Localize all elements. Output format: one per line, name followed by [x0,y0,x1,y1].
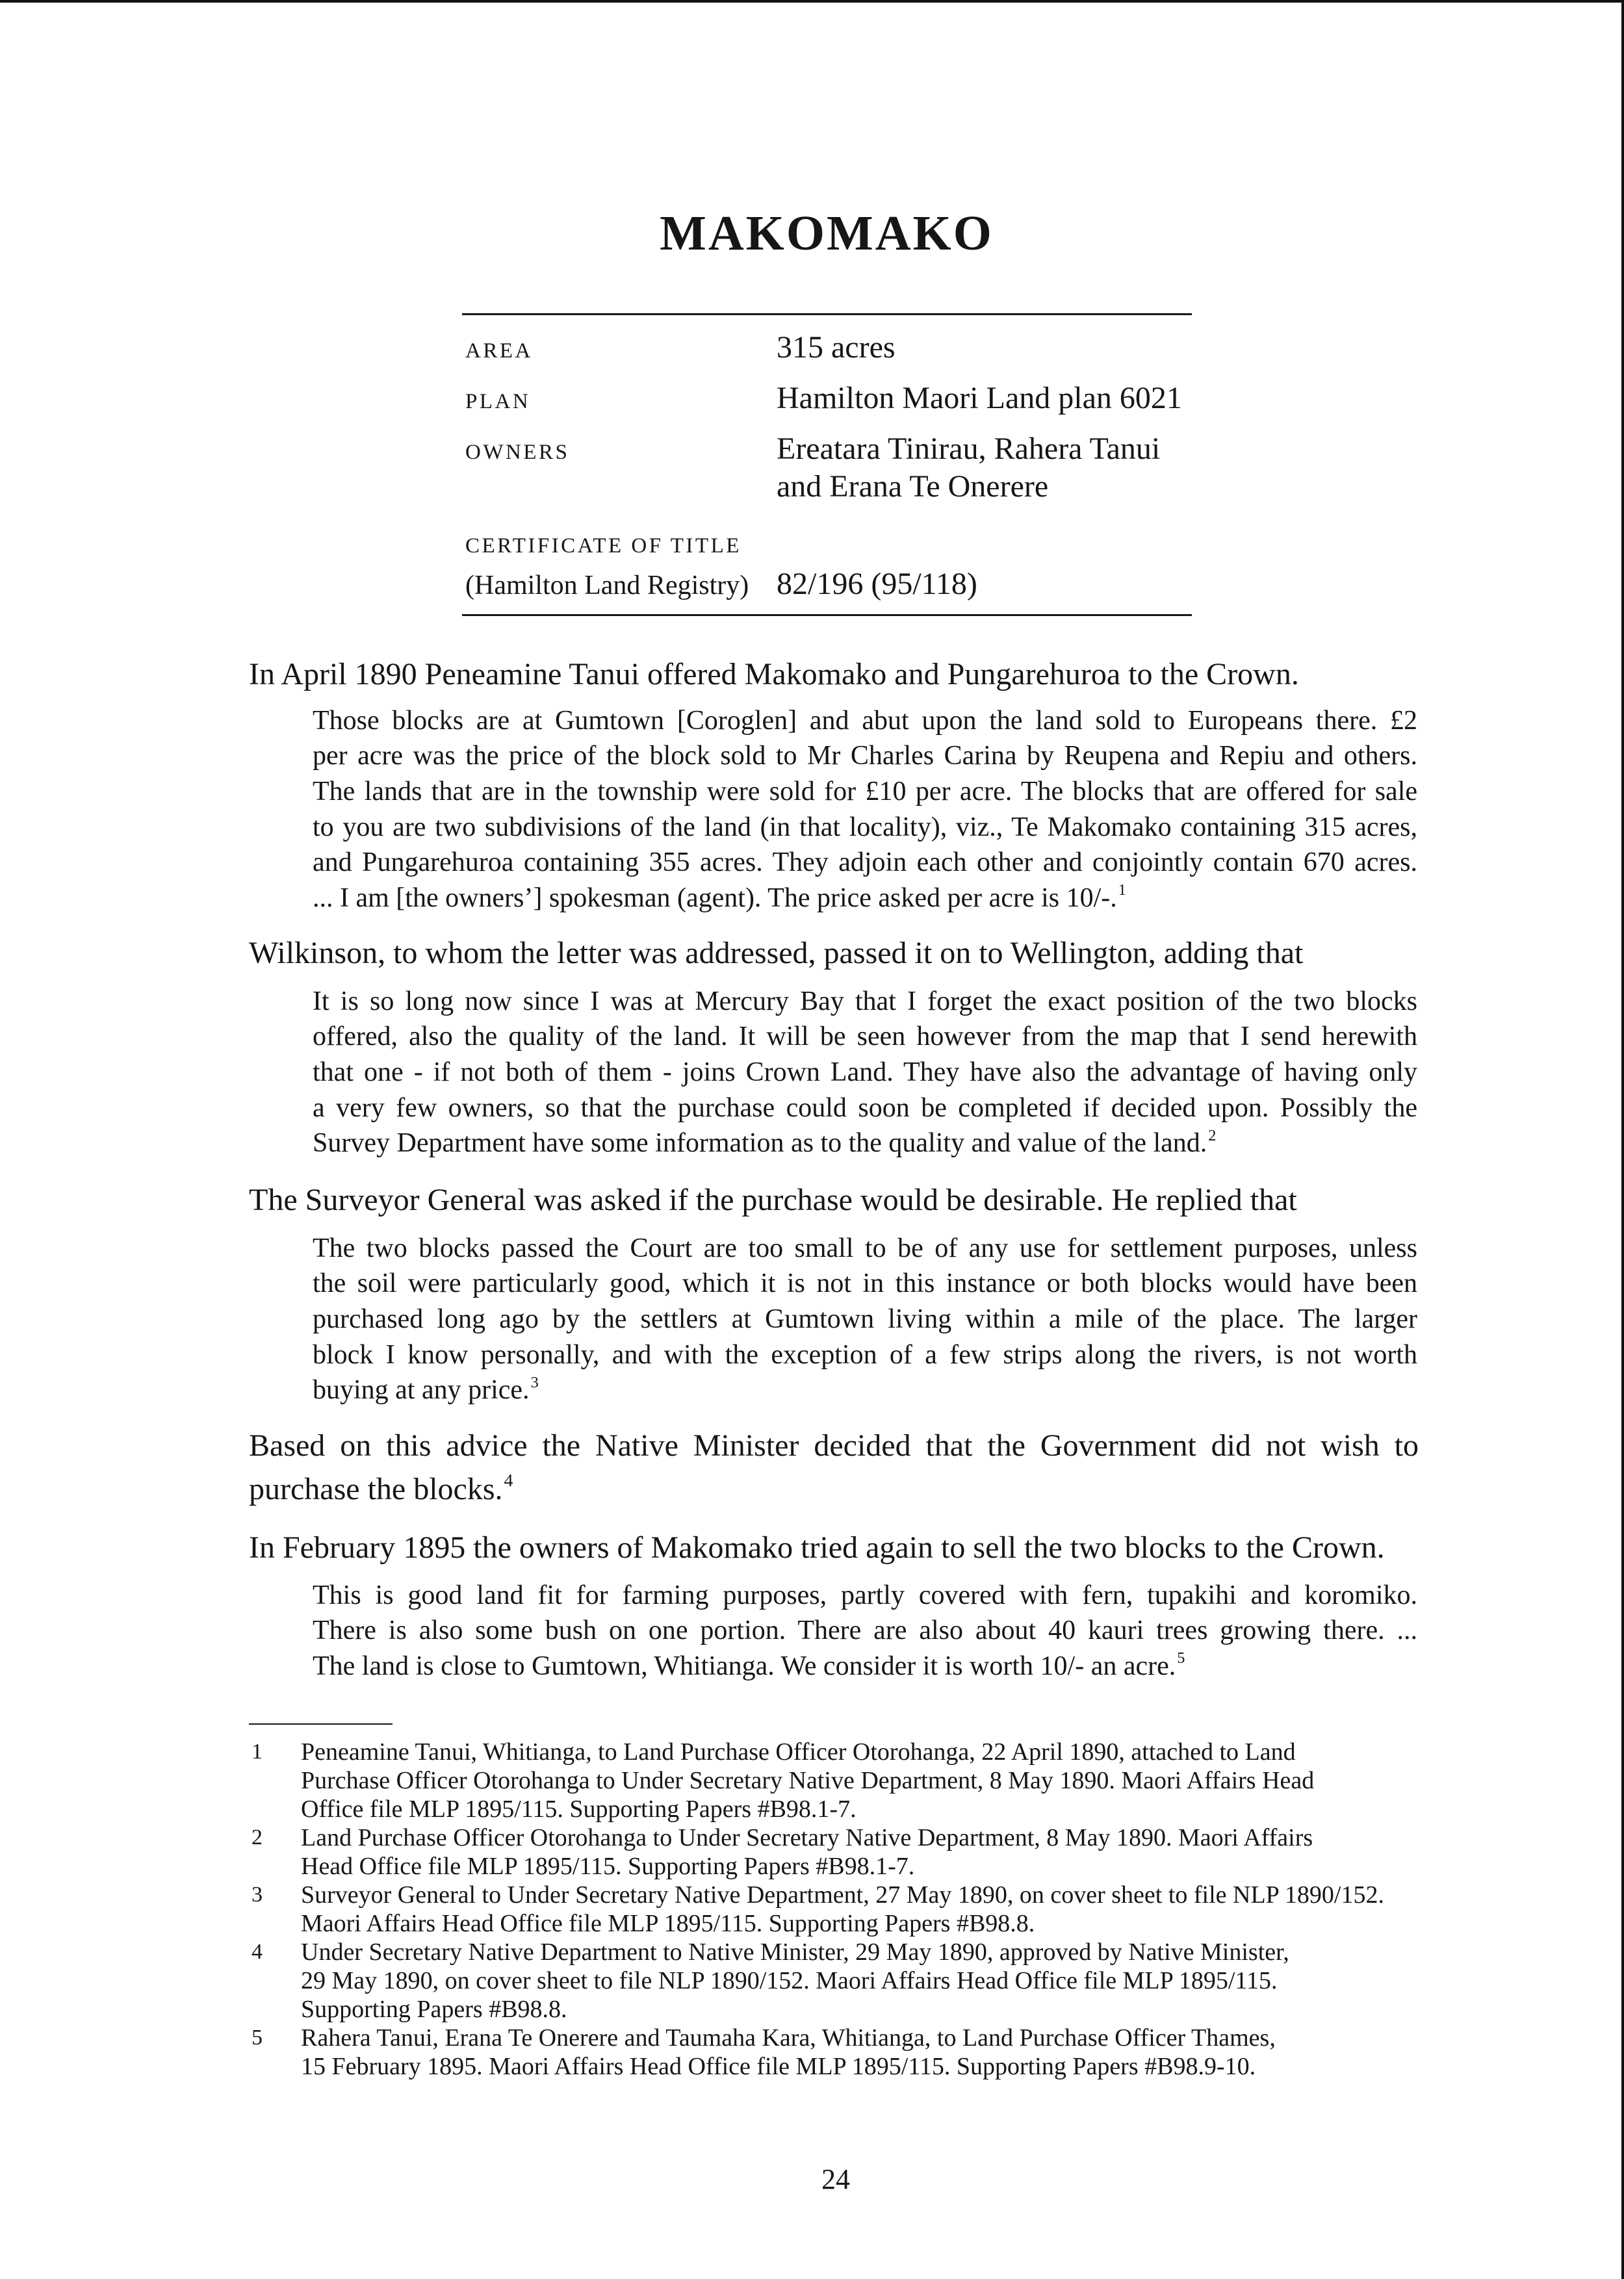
text-line [249,1467,1419,1511]
footnote-line: 15 February 1895. Maori Affairs Head Office file MLP 1895/115. Supporting Papers #B98.9-10. [301,2053,1256,2080]
footnote-number: 4 [251,1940,263,1964]
text-line: The lands that are in the township were sold for £10 per acre. The blocks that are offered for sale [313,776,1417,806]
block-quote [313,703,1417,916]
footnote-line: Surveyor General to Under Secretary Native Department, 27 May 1890, on cover sheet to file NLP 1890/152. [301,1881,1384,1909]
page-number: 24 [821,2163,850,2195]
text-line: Wilkinson, to whom the letter was addressed, passed it on to Wellington, adding that [249,936,1304,970]
footnote-number: 1 [251,1740,263,1764]
footnote-reference: 5 [1177,1649,1185,1667]
paragraph [249,652,1419,696]
detail-row-area [465,329,896,370]
detail-value-line: Ereatara Tinirau, Rahera Tanui [777,431,1161,466]
text-line [313,1126,1417,1161]
footnote [249,1881,1484,1938]
scan-border-top [0,0,1624,3]
footnote-separator [249,1723,393,1725]
text-line: the soil were particularly good, which it is not in this instance or both blocks would have been [313,1268,1417,1299]
text-line-content: purchase the blocks. [249,1472,503,1506]
detail-value: 82/196 (95/118) [777,567,977,601]
footnote-line: Office file MLP 1895/115. Supporting Papers #B98.1-7. [301,1796,857,1823]
page-title: MAKOMAKO [660,206,994,261]
text-line: Based on this advice the Native Minister decided that the Government did not wish to [249,1428,1419,1463]
text-line-content: ... I am [the owners’] spokesman (agent). The price asked per acre is 10/-. [313,883,1117,914]
text-line [313,1649,1417,1684]
text-line: The Surveyor General was asked if the purchase would be desirable. He replied that [249,1183,1297,1217]
footnote [249,2024,1484,2081]
footnote [249,1938,1484,2024]
detail-label: AREA [465,339,533,363]
text-line: purchased long ago by the settlers at Gumtown living within a mile of the place. The larger [313,1304,1417,1334]
text-line: In February 1895 the owners of Makomako tried again to sell the two blocks to the Crown. [249,1530,1385,1565]
text-line [313,881,1417,916]
paragraph [249,1178,1419,1222]
footnote-number: 5 [251,2026,263,2050]
footnote-reference: 2 [1208,1126,1217,1144]
text-line-content: The land is close to Gumtown, Whitianga. We consider it is worth 10/- an acre. [313,1651,1176,1681]
footnote-line: Supporting Papers #B98.8. [301,1996,567,2023]
footnote-line: Peneamine Tanui, Whitianga, to Land Purchase Officer Otorohanga, 22 April 1890, attached to Land [301,1738,1296,1766]
footnote-line: Purchase Officer Otorohanga to Under Secretary Native Department, 8 May 1890. Maori Affairs Head [301,1767,1315,1794]
detail-label: CERTIFICATE OF TITLE [465,534,741,558]
paragraph [249,1424,1419,1511]
detail-row-certificate [465,527,777,565]
detail-row-owners [465,430,1160,506]
footnote-line: Rahera Tanui, Erana Te Onerere and Taumaha Kara, Whitianga, to Land Purchase Officer Thames, [301,2024,1276,2052]
text-line: The two blocks passed the Court are too small to be of any use for settlement purposes, unless [313,1233,1417,1263]
paragraph [249,931,1419,975]
text-line: a very few owners, so that the purchase could soon be completed if decided upon. Possibly the [313,1092,1417,1123]
footnote-line: Head Office file MLP 1895/115. Supporting Papers #B98.1-7. [301,1853,915,1880]
text-line: There is also some bush on one portion. There are also about 40 kauri trees growing there. ... [313,1616,1417,1646]
text-line: to you are two subdivisions of the land (in that locality), viz., Te Makomako containing 315 acres, [313,812,1417,842]
table-rule-bottom [462,614,1192,616]
detail-value [777,430,1160,506]
footnote-line: Under Secretary Native Department to Native Minister, 29 May 1890, approved by Native Minister, [301,1938,1289,1966]
footnote-line: Land Purchase Officer Otorohanga to Under Secretary Native Department, 8 May 1890. Maori Affairs [301,1824,1313,1851]
detail-row-plan [465,380,1182,420]
footnote [249,1738,1484,1823]
footnote-number: 2 [251,1825,263,1849]
detail-label: OWNERS [465,441,570,464]
footnote-reference: 4 [504,1470,513,1491]
scan-border-right [1621,0,1624,2279]
footnote-number: 3 [251,1883,263,1907]
text-line: per acre was the price of the block sold to Mr Charles Carina by Reupena and Repiu and others. [313,741,1417,771]
footnote [249,1823,1484,1881]
text-line: In April 1890 Peneamine Tanui offered Makomako and Pungarehuroa to the Crown. [249,657,1299,691]
footnote-reference: 1 [1118,881,1126,899]
paragraph [249,1526,1419,1569]
block-quote [313,1231,1417,1409]
text-line: offered, also the quality of the land. It will be seen however from the map that I send herewith [313,1022,1417,1052]
detail-value: 315 acres [777,330,896,365]
footnote-line: 29 May 1890, on cover sheet to file NLP 1890/152. Maori Affairs Head Office file MLP 1895/115. [301,1967,1278,1994]
detail-value: Hamilton Maori Land plan 6021 [777,381,1182,415]
text-line: This is good land fit for farming purposes, partly covered with fern, tupakihi and koromiko. [313,1580,1417,1610]
detail-row-registry [465,565,977,604]
footnote-reference: 3 [530,1373,539,1391]
footnote-line: Maori Affairs Head Office file MLP 1895/115. Supporting Papers #B98.8. [301,1910,1035,1937]
detail-label: PLAN [465,390,531,413]
text-line-content: Survey Department have some information as to the quality and value of the land. [313,1128,1207,1159]
text-line-content: buying at any price. [313,1375,530,1406]
table-rule-top [462,313,1192,315]
block-quote [313,1578,1417,1684]
text-line: that one - if not both of them - joins Crown Land. They have also the advantage of having only [313,1057,1417,1087]
text-line: It is so long now since I was at Mercury Bay that I forget the exact position of the two blocks [313,986,1417,1016]
text-line: and Pungarehuroa containing 355 acres. They adjoin each other and conjointly contain 670 acres. [313,847,1417,878]
block-quote [313,984,1417,1162]
footnotes [249,1738,1484,2081]
text-line: block I know personally, and with the exception of a few strips along the rivers, is not worth [313,1339,1417,1370]
detail-value-line: and Erana Te Onerere [777,469,1049,504]
text-line [313,1372,1417,1408]
text-line: Those blocks are at Gumtown [Coroglen] and abut upon the land sold to Europeans there. £2 [313,705,1417,736]
detail-sublabel: (Hamilton Land Registry) [465,571,749,600]
